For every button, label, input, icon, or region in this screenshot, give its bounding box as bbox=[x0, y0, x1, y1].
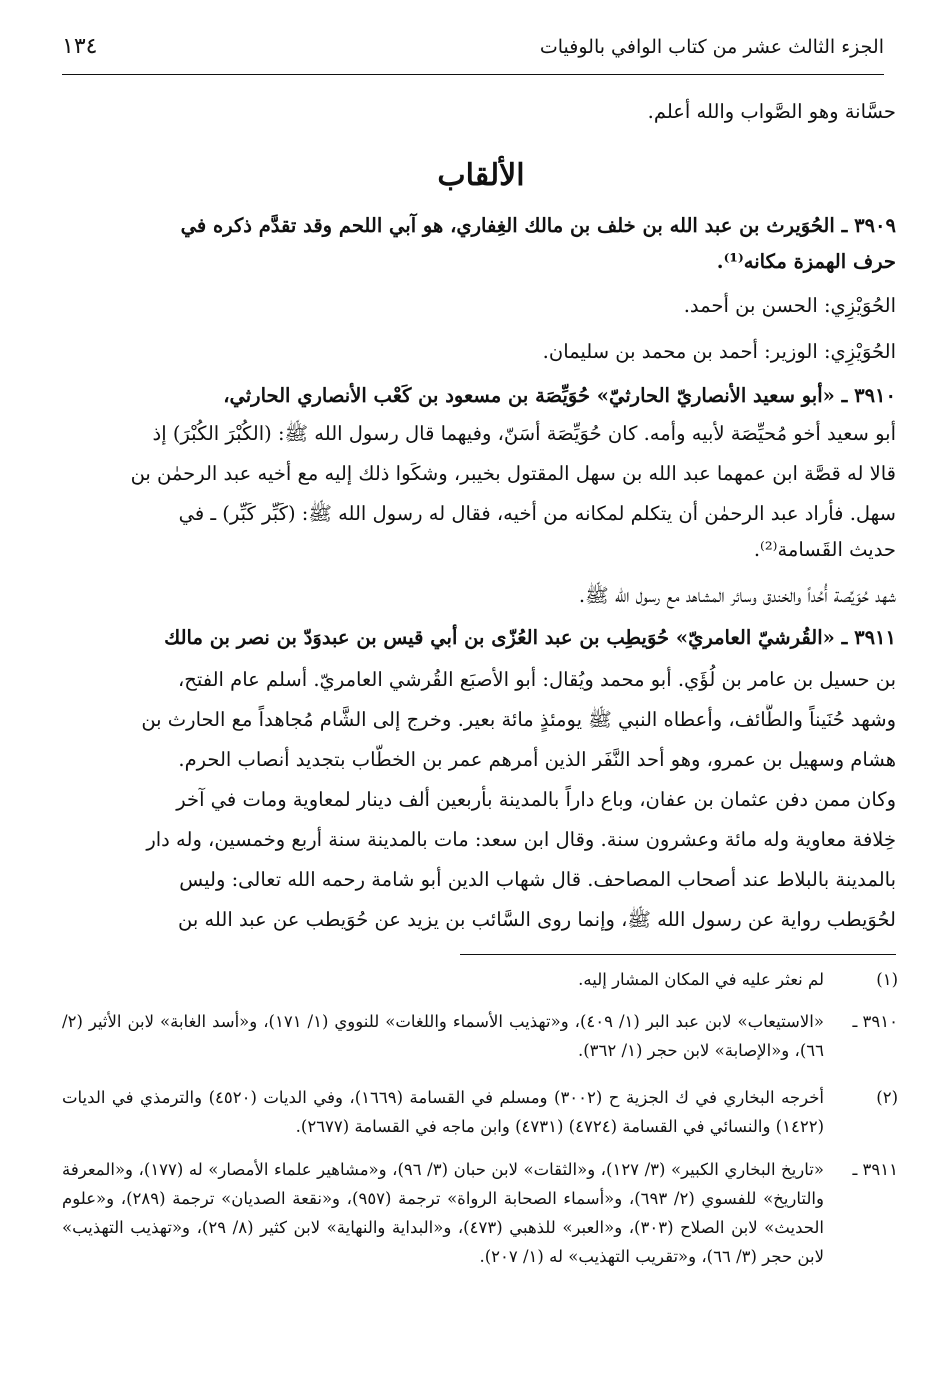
entry-3910-line-6: شهد حُوَيِّصة أُحُداً والخندق وسائر المشاهد مع رسول الله ﷺ. bbox=[578, 584, 896, 607]
entry-3911-line-4: هشام وسهيل بن عمرو، وهو أحد النَّفَر الذين أمرهم عمر بن الخطّاب بتجديد أنصاب الحرم. bbox=[178, 748, 896, 771]
header-title: الجزء الثالث عشر من كتاب الوافي بالوفيات bbox=[539, 36, 884, 58]
intro-line: حسَّانة وهو الصَّواب والله أعلم. bbox=[647, 100, 896, 123]
footnote-text: لم نعثر عليه في المكان المشار إليه. bbox=[578, 970, 824, 989]
footnote-3910 bbox=[62, 1008, 898, 1066]
entry-3911-line-6: خِلافة معاوية وله مائة وعشرون سنة. وقال ابن سعد: مات بالمدينة سنة أربع وخمسين، وله دار bbox=[146, 828, 896, 851]
footnote-2 bbox=[62, 1084, 898, 1142]
entry-3910-line-3: قالا له قصَّة ابن عمهما عبد الله بن سهل المقتول بخيبر، وشكَوا ذلك إليه مع أخيه عبد الرحمٰن بن bbox=[130, 462, 896, 485]
footnote-text: أخرجه البخاري في ك الجزية ح (٣٠٠٢) ومسلم في القسامة (١٦٦٩)، وفي الديات (٤٥٢٠) والترمذي في الديات (١٤٢٢) والنسائي في القسامة (٤٧٢٤) (٤٧٣١) وابن ماجه في القسامة (٢٦٧٧). bbox=[62, 1088, 825, 1136]
footnote-mark: ٣٩١١ ـ bbox=[852, 1160, 898, 1179]
entry-3911-line-1: ٣٩١١ ـ «القُرشيّ العامريّ» حُوَيطِب بن عبد العُزّى بن أبي قيس بن عبدوَدّ بن نصر بن مالك bbox=[164, 626, 896, 649]
entry-3910-line-2: أبو سعيد أخو مُحيِّصَة لأبيه وأمه. كان حُوَيِّصَة أسَنّ، وفيهما قال رسول الله ﷺ: (الكُبْرَ الكُبْرَ) إذ bbox=[152, 422, 896, 445]
footnote-text: «تاريخ البخاري الكبير» (٣/ ١٢٧)، و«الثقات» لابن حبان (٣/ ٩٦)، و«مشاهير علماء الأمصار» له (١٧٧)، و«المعرفة والتاريخ» للفسوي (٢/ ٦٩٣)، و«أسماء الصحابة الرواة» ترجمة (٩٥٧)، و«نقعة الصديان» ترجمة (٢٨٩)، و«علوم الحديث» لابن الصلاح (٣٠٣)، و«العبر» للذهبي (٤٧٣)، و«البداية والنهاية» لابن كثير (٨/ ٢٩)، و«تهذيب التهذيب» لابن حجر (٣/ ٦٦)، و«تقريب التهذيب» له (١/ ٢٠٧). bbox=[62, 1160, 824, 1266]
entry-3910-line-1: ٣٩١٠ ـ «أبو سعيد الأنصاريّ الحارثيّ» حُوَيِّصَة بن مسعود بن كَعْب الأنصاري الحارثي، bbox=[223, 384, 896, 407]
footnote-3911 bbox=[62, 1156, 898, 1272]
entry-3910-line-4: سهل. فأراد عبد الرحمٰن أن يتكلم لمكانه من أخيه، فقال له رسول الله ﷺ: (كَبِّر كَبِّر) ـ في bbox=[178, 502, 896, 525]
entry-huwayzi-1: الحُوَيْزِي: الحسن بن أحمد. bbox=[683, 294, 896, 317]
footnote-text: «الاستيعاب» لابن عبد البر (١/ ٤٠٩)، و«تهذيب الأسماء واللغات» للنووي (١/ ١٧١)، و«أسد الغابة» لابن الأثير (٢/ ٦٦)، و«الإصابة» لابن حجر (١/ ٣٦٢). bbox=[62, 1012, 824, 1060]
running-header bbox=[62, 28, 884, 75]
footnote-mark: (١) bbox=[876, 970, 898, 989]
footnote-mark: ٣٩١٠ ـ bbox=[852, 1012, 898, 1031]
entry-3911-line-3: وشهد حُنَيناً والطَّائف، وأعطاه النبي ﷺ يومئذٍ مائة بعير. وخرج إلى الشَّام مُجاهداً مع الحارث بن bbox=[141, 708, 896, 731]
entry-3911-line-5: وكان ممن دفن عثمان بن عفان، وباع داراً بالمدينة بأربعين ألف دينار لمعاوية ومات في آخر bbox=[176, 788, 896, 811]
entry-3909-line-2: حرف الهمزة مكانه⁽¹⁾. bbox=[716, 250, 896, 273]
entry-3911-line-7: بالمدينة بالبلاط عند أصحاب المصاحف. قال شهاب الدين أبو شامة رحمه الله تعالى: وليس bbox=[179, 868, 896, 891]
entry-3909-line-1: ٣٩٠٩ ـ الحُوَيرث بن عبد الله بن خلف بن مالك الغِفاري، هو آبي اللحم وقد تقدَّم ذكره في bbox=[180, 214, 896, 237]
footnote-1 bbox=[62, 966, 898, 995]
footnote-separator bbox=[460, 954, 896, 955]
page-number: ١٣٤ bbox=[62, 34, 98, 59]
body-text bbox=[66, 96, 896, 946]
entry-3910-line-5: حديث القَسامة⁽²⁾. bbox=[753, 538, 896, 561]
section-heading: الألقاب bbox=[437, 158, 525, 193]
footnote-mark: (٢) bbox=[876, 1088, 898, 1107]
entry-huwayzi-2: الحُوَيْزِي: الوزير: أحمد بن محمد بن سليمان. bbox=[542, 340, 896, 363]
entry-3911-line-8: لحُوَيطب رواية عن رسول الله ﷺ، وإنما روى السَّائب بن يزيد عن حُوَيطب عن عبد الله بن bbox=[178, 908, 896, 931]
entry-3911-line-2: بن حسيل بن عامر بن لُؤَي. أبو محمد ويُقال: أبو الأصبَع القُرشي العامريّ. أسلم عام الفتح، bbox=[177, 668, 896, 691]
